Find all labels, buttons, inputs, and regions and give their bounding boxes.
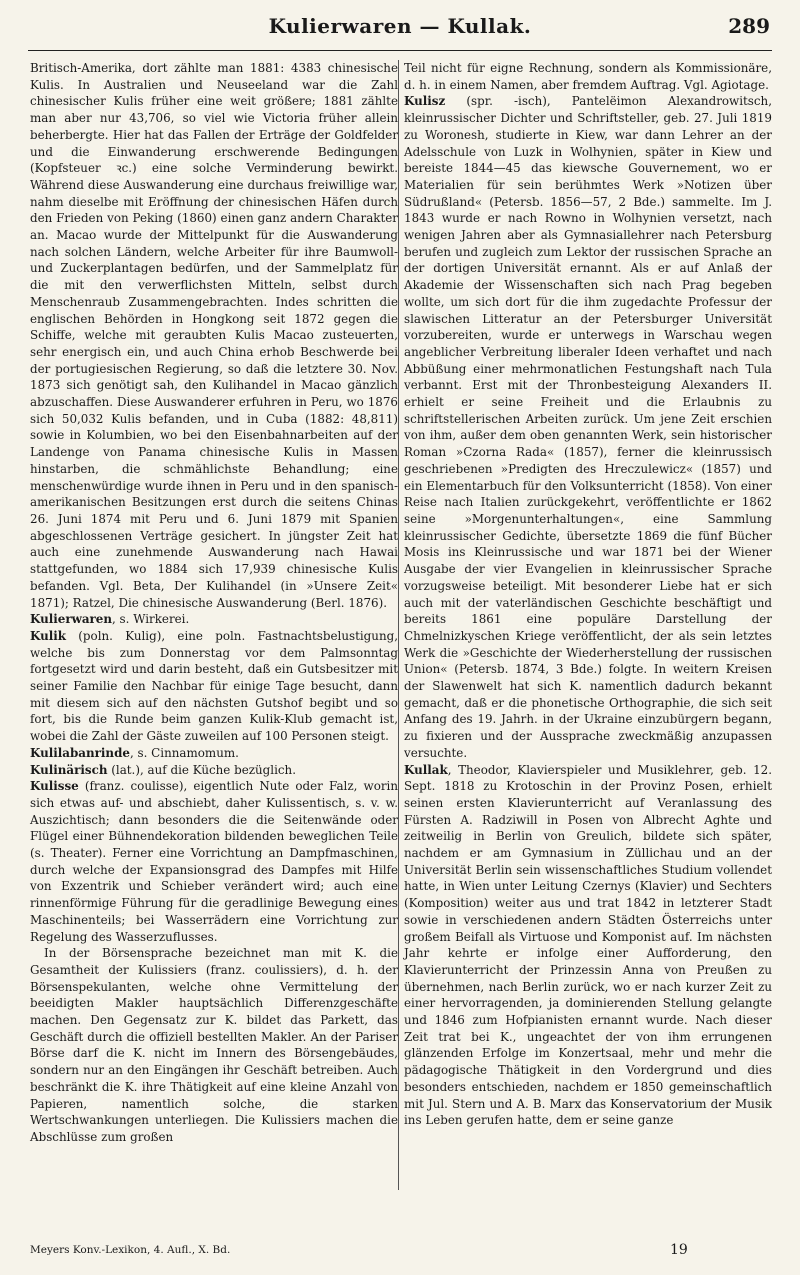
left-column xyxy=(30,60,398,1146)
entry-lemma: Kulierwaren xyxy=(30,612,112,627)
entry-paragraph xyxy=(404,762,772,1129)
running-head xyxy=(28,12,772,44)
entry-paragraph xyxy=(30,60,398,611)
entry-paragraph xyxy=(30,611,398,628)
entry-lemma: Kulik xyxy=(30,628,66,643)
column-divider xyxy=(398,60,399,1190)
entry-text: , s. Cinnamomum. xyxy=(129,745,239,760)
entry-lemma: Kulisz xyxy=(404,94,446,109)
page-number: 289 xyxy=(728,14,770,38)
entry-text: (poln. Kulig), eine poln. Fastnachtsbelustigung, welche bis zum Donnerstag vor dem Palmsonntag fortgesetzt wird und darin besteht, daß ein Gutsbesitzer mit seiner Familie den Nachbar für einige Tage besucht, dann mit diesem sich auf den nächsten Gutshof begibt und so fort, bis die Runde beim ganzen Kulik-Klub gemacht ist, wobei die Zahl der Gäste zuweilen auf 100 Personen steigt. xyxy=(30,628,398,744)
page-footer xyxy=(30,1242,772,1264)
entry-paragraph xyxy=(404,93,772,761)
entry-text: In der Börsensprache bezeichnet man mit K. die Gesamtheit der Kulissiers (franz. coulissiers), d. h. der Börsenspekulanten, welche ohne Vermittelung der beeidigten Makler hauptsächlich Differenzgeschäfte machen. Den Gegensatz zur K. bildet das Parkett, das Geschäft durch die offiziell bestellten Makler. An der Pariser Börse darf die K. nicht im Innern des Börsengebäudes, sondern nur an den Eingängen ihr Geschäft betreiben. Auch beschränkt die K. ihre Thätigkeit auf eine kleine Anzahl von Papieren, namentlich solche, die starken Wertschwankungen unterliegen. Die Kulissiers machen die Abschlüsse zum großen xyxy=(30,946,398,1144)
entry-paragraph xyxy=(404,60,772,93)
entry-paragraph xyxy=(30,945,398,1145)
entry-paragraph xyxy=(30,778,398,945)
right-column xyxy=(404,60,772,1129)
entry-lemma: Kulisse xyxy=(30,779,79,794)
entry-lemma: Kulilabanrinde xyxy=(30,745,130,760)
entry-text: Teil nicht für eigne Rechnung, sondern als Kommissionäre, d. h. in einem Namen, aber fremdem Auftrag. Vgl. Agiotage. xyxy=(404,61,772,92)
entry-text: (lat.), auf die Küche bezüglich. xyxy=(107,762,296,777)
entry-text: (spr. -isch), Pantelëimon Alexandrowitsch, kleinrussischer Dichter und Schriftsteller, geb. 27. Juli 1819 zu Woronesh, studierte in Kiew, war dann Lehrer an der Adelsschule von Luzk in Wolhynien, später in Kiew und bereiste 1844—45 das kiewsche Gouvernement, wo er Materialien für sein berühmtes Werk »Notizen über Südrußland« (Petersb. 1856—57, 2 Bde.) sammelte. Im J. 1843 wurde er nach Rowno in Wolhynien versetzt, nach wenigen Jahren aber als Gymnasiallehrer nach Petersburg berufen und zugleich zum Lektor der russischen Sprache an der dortigen Universität ernannt. Als er auf Anlaß der Akademie der Wissenschaften sich nach Prag begeben wollte, um sich dort für die ihm zugedachte Professur der slawischen Litteratur an der Petersburger Universität vorzubereiten, wurde er unterwegs in Warschau wegen angeblicher Verbreitung liberaler Ideen verhaftet und nach Abbüßung einer mehrmonatlichen Festungshaft nach Tula verbannt. Erst mit der Thronbesteigung Alexanders II. erhielt er seine Freiheit und die Erlaubnis zu schriftstellerischen Arbeiten zurück. Um jene Zeit erschien von ihm, außer dem oben genannten Werk, sein historischer Roman »Czorna Rada« (1857), ferner die kleinrussisch geschriebenen »Predigten des Hreczulewicz« (1857) und ein Elementarbuch für den Volksunterricht (1858). Von einer Reise nach Italien zurückgekehrt, veröffentlichte er 1862 seine »Morgenunterhaltungen«, eine Sammlung kleinrussischer Gedichte, übersetzte 1869 die fünf Bücher Mosis ins Kleinrussische und war 1871 bei der Wiener Ausgabe der vier Evangelien in kleinrussischer Sprache vorzugsweise beteiligt. Mit besonderer Liebe hat er sich auch mit der vaterländischen Geschichte beschäftigt und bereits 1861 eine populäre Darstellung der Chmelnizkyschen Kriege veröffentlicht, der als sein letztes Werk die »Geschichte der Wiederherstellung der russischen Union« (Petersb. 1874, 3 Bde.) folgte. In weitern Kreisen der Slawenwelt hat sich K. namentlich dadurch bekannt gemacht, daß er die phonetische Orthographie, die sich seit Anfang des 19. Jahrh. in der Ukraine einzubürgern begann, zu fixieren und der Aussprache zweckmäßig anzupassen versuchte. xyxy=(404,94,772,760)
entry-text: , s. Wirkerei. xyxy=(112,612,190,627)
page-title: Kulierwaren — Kullak. xyxy=(268,14,532,38)
header-rule xyxy=(28,50,772,51)
entry-text: Britisch-Amerika, dort zählte man 1881: 4383 chinesische Kulis. In Australien und Neuseeland war die Zahl chinesischer Kulis früher eine weit größere; 1881 zählte man aber nur 43,706, so viel wie Victoria früher allein beherbergte. Hier hat das Fallen der Erträge der Goldfelder und die Einwanderung erschwerende Bedingungen (Kopfsteuer ꝛc.) eine solche Verminderung bewirkt. Während diese Auswanderung eine durchaus freiwillige war, nahm dieselbe mit Eröffnung der chinesischen Häfen durch den Frieden von Peking (1860) einen ganz andern Charakter an. Macao wurde der Mittelpunkt für die Auswanderung nach solchen Ländern, welche Arbeiter für ihre Baumwoll- und Zuckerplantagen bedürfen, und der Sammelplatz für die mit den verwerflichsten Mitteln, selbst durch Menschenraub Zusammengebrachten. Indes schritten die englischen Behörden in Hongkong seit 1872 gegen die Schiffe, welche mit geraubten Kulis Macao zusteuerten, sehr energisch ein, und auch China erhob Beschwerde bei der portugiesischen Regierung, so daß die letztere 30. Nov. 1873 sich genötigt sah, den Kulihandel in Macao gänzlich abzuschaffen. Diese Auswanderer erfuhren in Peru, wo 1876 sich 50,032 Kulis befanden, und in Cuba (1882: 48,811) sowie in Kolumbien, wo bei den Eisenbahnarbeiten auf der Landenge von Panama chinesische Kulis in Massen hinstarben, die schmählichste Behandlung; eine menschenwürdige wurde ihnen in Peru und in den spanisch-amerikanischen Besitzungen erst durch die seitens Chinas 26. Juni 1874 mit Peru und 6. Juni 1879 mit Spanien abgeschlossenen Verträge gesichert. In jüngster Zeit hat auch eine zunehmende Auswanderung nach Hawai stattgefunden, wo 1884 sich 17,939 chinesische Kulis befanden. Vgl. Beta, Der Kulihandel (in »Unsere Zeit« 1871); Ratzel, Die chinesische Auswanderung (Berl. 1876). xyxy=(30,61,398,610)
entry-paragraph xyxy=(30,745,398,762)
entry-lemma: Kulinärisch xyxy=(30,762,108,777)
footer-signature: 19 xyxy=(670,1242,688,1258)
entry-lemma: Kullak xyxy=(404,762,448,777)
entry-text: , Theodor, Klavierspieler und Musiklehrer, geb. 12. Sept. 1818 zu Krotoschin in der Provinz Posen, erhielt seinen ersten Klavierunterricht auf Veranlassung des Fürsten A. Radziwill in Posen von Albrecht Aghte und zeitweilig in Berlin von Greulich, bildete sich später, nachdem er am Gymnasium in Züllichau und an der Universität Berlin sein wissenschaftliches Studium vollendet hatte, in Wien unter Leitung Czernys (Klavier) und Sechters (Komposition) weiter aus und trat 1842 in letzterer Stadt sowie in verschiedenen andern Städten Österreichs unter großem Beifall als Virtuose und Komponist auf. Im nächsten Jahr kehrte er infolge einer Aufforderung, den Klavierunterricht der Prinzessin Anna von Preußen zu übernehmen, nach Berlin zurück, wo er nach kurzer Zeit zu einer hervorragenden, ja dominierenden Stellung gelangte und 1846 zum Hofpianisten ernannt wurde. Nach dieser Zeit trat bei K., ungeachtet der von ihm errungenen glänzenden Erfolge im Konzertsaal, mehr und mehr die pädagogische Thätigkeit in den Vordergrund und dies besonders entschieden, nachdem er 1850 gemeinschaftlich mit Jul. Stern und A. B. Marx das Konservatorium der Musik ins Leben gerufen hatte, dem er seine ganze xyxy=(404,762,772,1128)
entry-paragraph xyxy=(30,628,398,745)
footer-publication: Meyers Konv.-Lexikon, 4. Aufl., X. Bd. xyxy=(30,1244,231,1256)
entry-paragraph xyxy=(30,762,398,779)
entry-text: (franz. coulisse), eigentlich Nute oder Falz, worin sich etwas auf- und abschiebt, daher Kulissentisch, s. v. w. Auszichtisch; dann besonders die die Seitenwände oder Flügel einer Bühnendekoration bildenden beweglichen Teile (s. Theater). Ferner eine Vorrichtung an Dampfmaschinen, durch welche der Expansionsgrad des Dampfes mit Hilfe von Exzentrik und Schieber verändert wird; auch eine rinnenförmige Führung für die geradlinige Bewegung eines Maschinenteils; bei Wasserrädern eine Vorrichtung zur Regelung des Wasserzuflusses. xyxy=(30,779,398,944)
